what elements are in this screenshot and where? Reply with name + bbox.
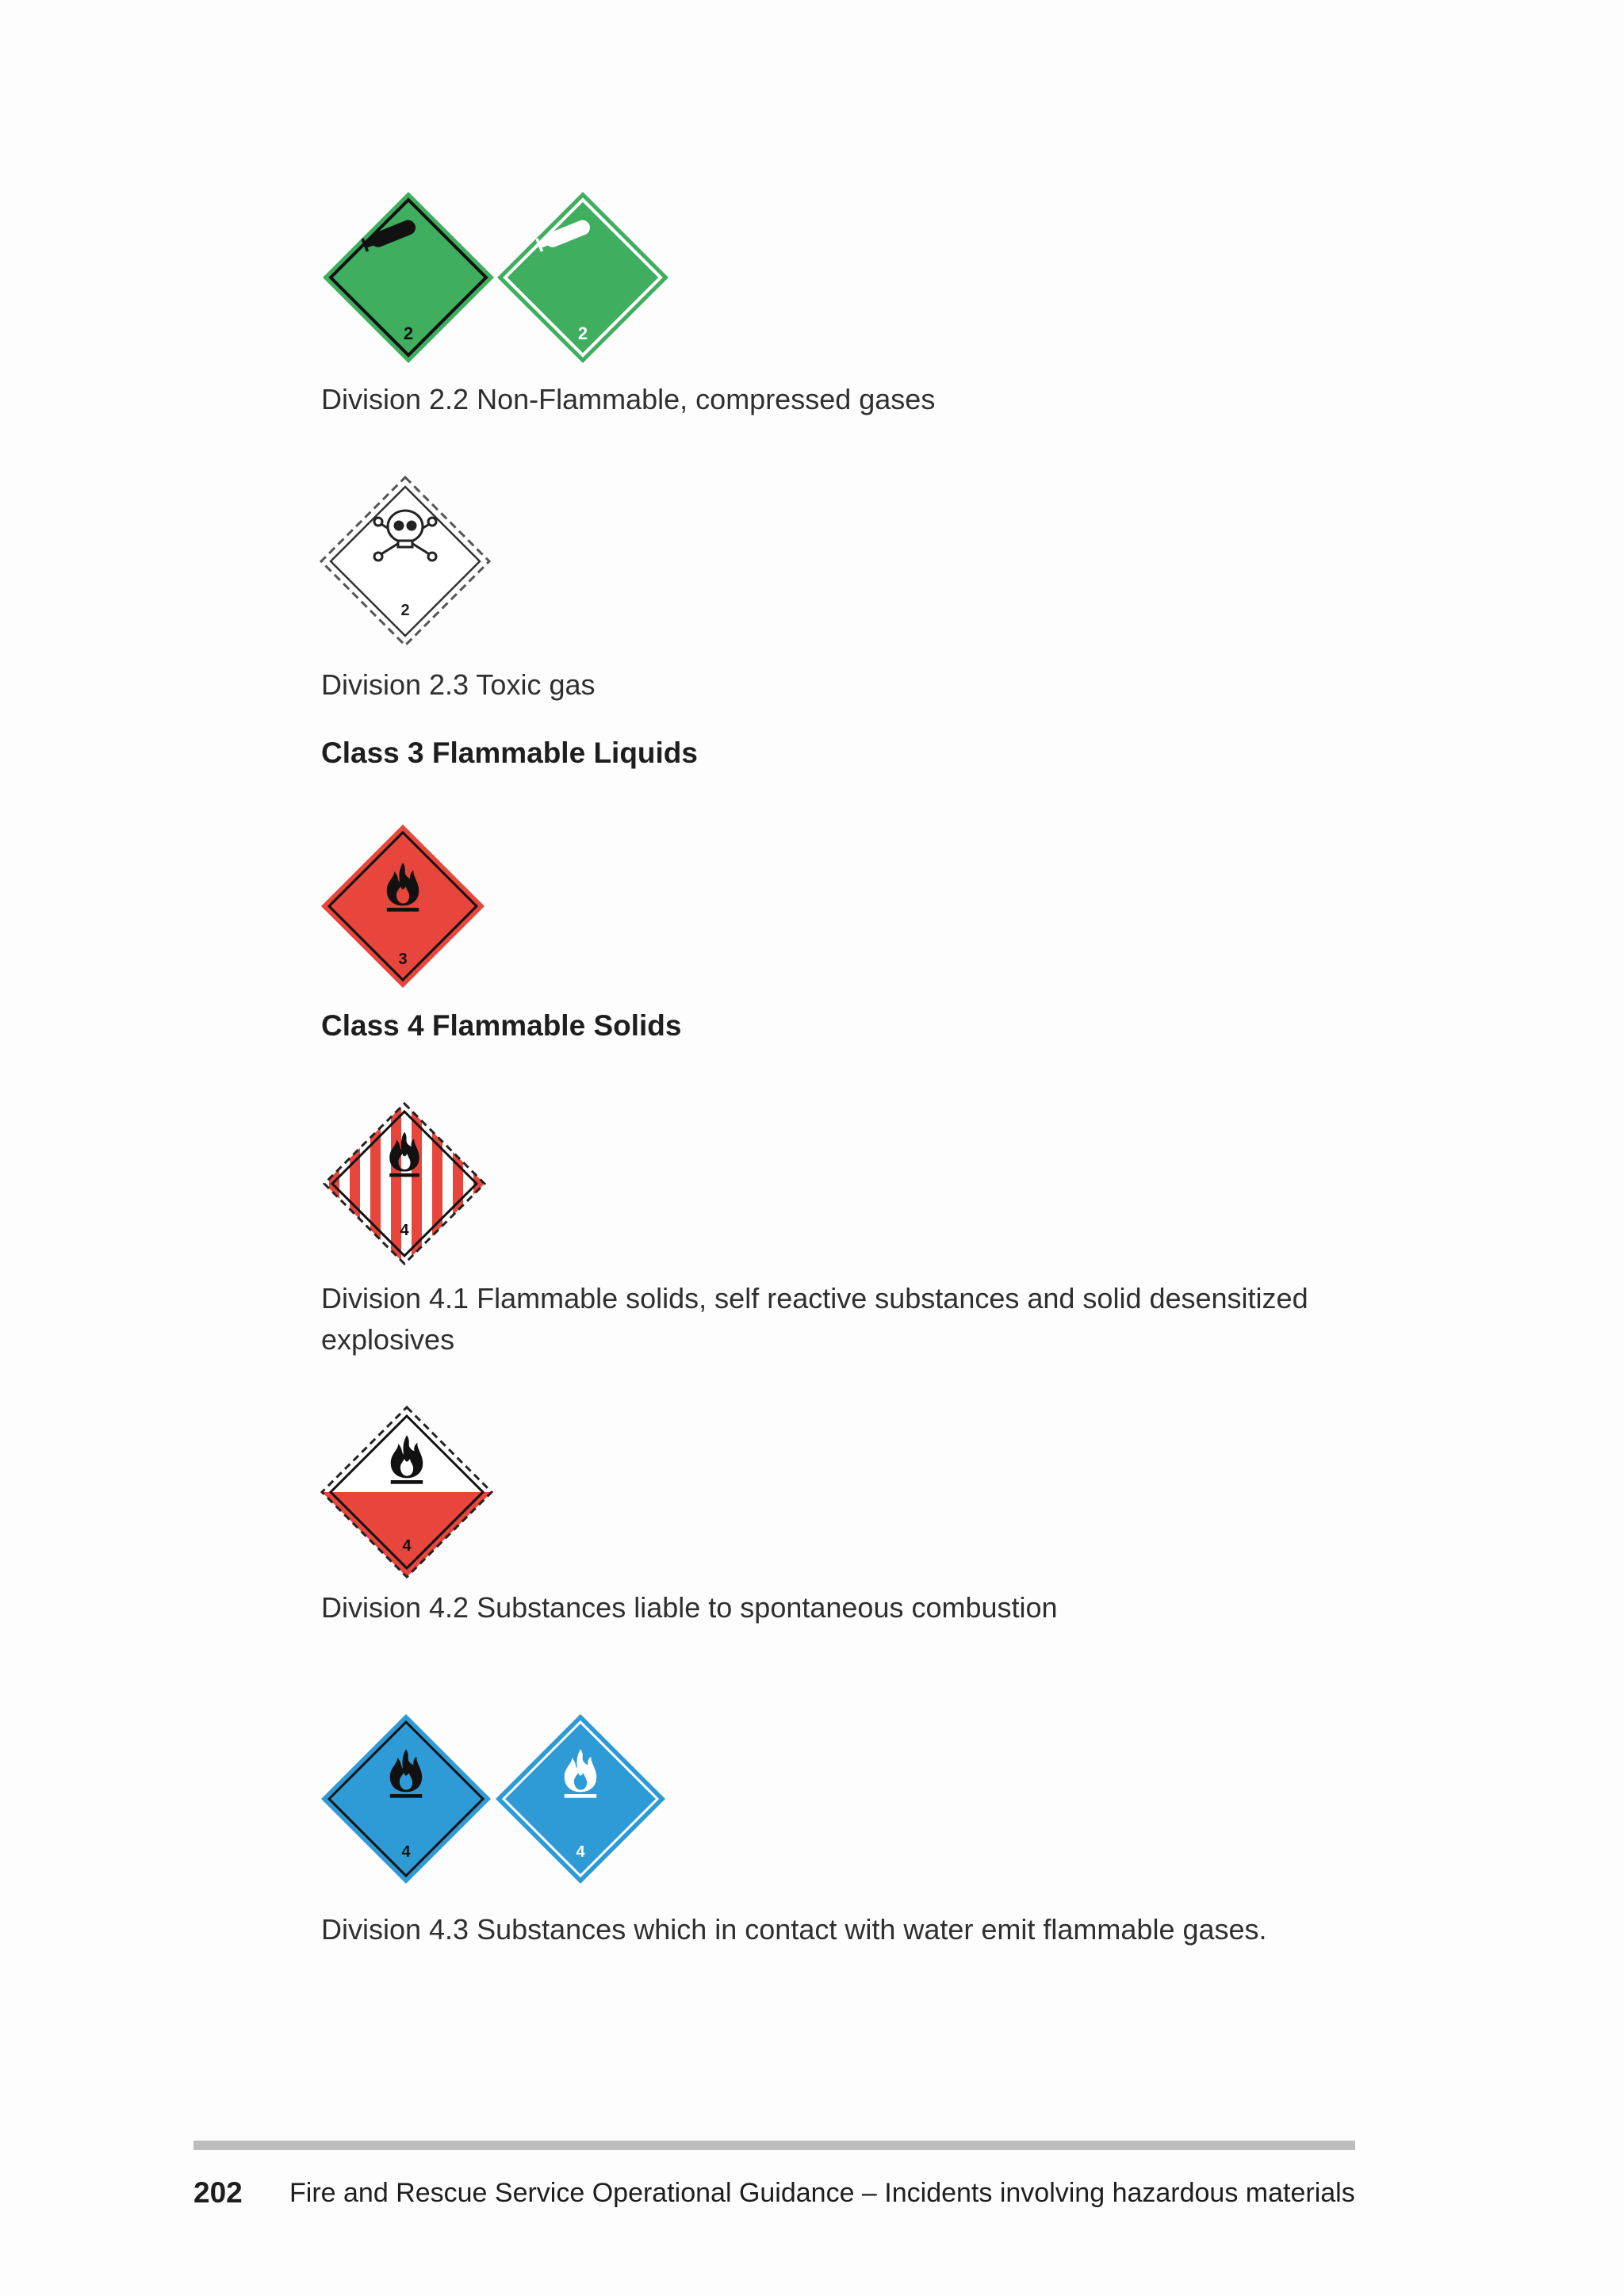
footer-rule (193, 2141, 1355, 2150)
class-number: 2 (577, 323, 588, 343)
caption-division-4-2: Division 4.2 Substances liable to spontaneous combustion (321, 1591, 1058, 1624)
page-number: 202 (193, 2176, 243, 2209)
class-number: 4 (576, 1843, 585, 1861)
placard-4-3-dangerous-when-wet-black (320, 1712, 492, 1885)
class-number: 2 (403, 323, 414, 343)
caption-division-4-1: Division 4.1 Flammable solids, self reactive substances and solid desensitized explosives (321, 1282, 1308, 1356)
placard-4-2-spontaneous-combustion (320, 1405, 494, 1579)
running-footer-title: Fire and Rescue Service Operational Guidance – Incidents involving hazardous materials (289, 2178, 1355, 2208)
placard-2-2-black-cylinder (321, 190, 496, 365)
class-number: 3 (398, 951, 408, 968)
placard-4-1-flammable-solid (321, 1100, 488, 1267)
class-number: 2 (400, 602, 410, 619)
caption-division-2-3: Division 2.3 Toxic gas (321, 668, 596, 701)
class-number: 4 (402, 1537, 412, 1555)
placard-class-3-flammable-liquid (320, 823, 486, 989)
placard-2-3-toxic (320, 476, 491, 647)
heading-class-3: Class 3 Flammable Liquids (321, 737, 698, 769)
placard-2-2-white-cylinder (496, 190, 670, 365)
caption-division-4-3: Division 4.3 Substances which in contact with water emit flammable gases. (321, 1913, 1267, 1946)
caption-division-2-2: Division 2.2 Non-Flammable, compressed gases (321, 383, 936, 415)
class-number: 4 (401, 1843, 411, 1861)
heading-class-4: Class 4 Flammable Solids (321, 1009, 682, 1042)
placard-4-3-dangerous-when-wet-white (494, 1712, 667, 1885)
class-number: 4 (400, 1222, 409, 1239)
